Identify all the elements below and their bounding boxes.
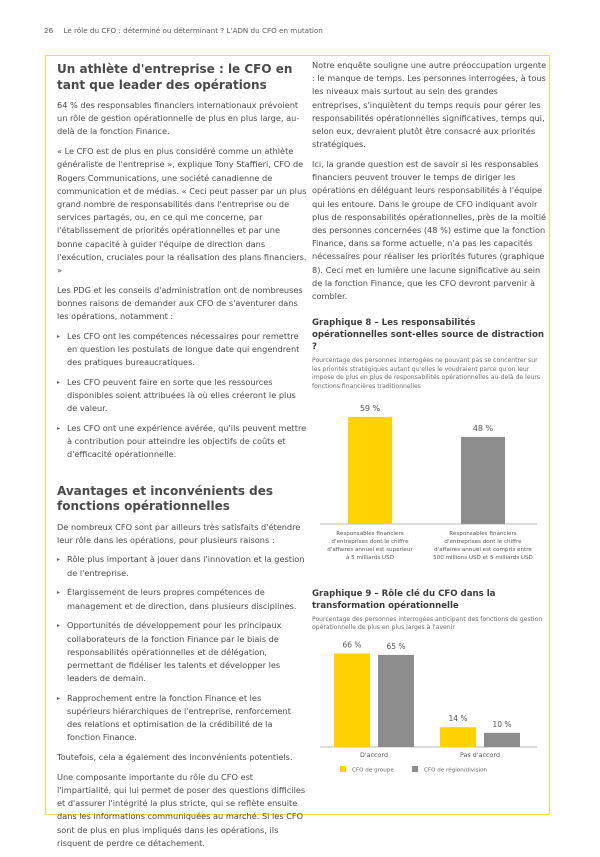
list-item: ▸ Élargissement de leurs propres compétences de management et de direction, dans plusieurs disciplines. bbox=[57, 587, 297, 611]
chart9-title: Graphique 9 – Rôle clé du CFO dans la transformation opérationnelle bbox=[312, 588, 496, 611]
list-item: ▸ Rôle plus important à jouer dans l'innovation et la gestion de l'entreprise. bbox=[57, 554, 305, 578]
chart8-category-label: à 5 milliards USD bbox=[345, 554, 395, 561]
chart8-category-label: Responsables financiers bbox=[449, 530, 517, 537]
chart9-data-label: 65 % bbox=[386, 641, 406, 651]
chart9-data-label: 14 % bbox=[448, 714, 468, 724]
chart8-data-label: 59 % bbox=[359, 403, 381, 413]
paragraph: Ici, la grande question est de savoir si les responsables financiers peuvent trouver le temps de diriger les opérations en déléguant leurs responsabilités à l'équipe qui les entoure. Dans le groupe de CFO indiquant avoir plus de responsabilités opérationnelles, près de la moitié des personnes concernées (48 %) estime que la fonction Finance, dans sa forme actuelle, n'a pas les capacités nécessaires pour réaliser les priorités futures (graphique 8). Ceci met en lumière une lacune significative au sein de la fonction Finance, que les CFO devront parvenir à combler. bbox=[312, 158, 547, 301]
chart8-svg bbox=[312, 396, 548, 576]
bullet-icon: ▸ bbox=[57, 622, 61, 630]
chart8-category-label: d'affaires annuel est compris entre bbox=[434, 546, 532, 553]
chart9-bar bbox=[484, 733, 520, 747]
chart8 bbox=[312, 396, 548, 580]
bullet-icon: ▸ bbox=[57, 556, 61, 564]
bullet-icon: ▸ bbox=[57, 694, 61, 702]
chart9-legend-label: CFO de groupe bbox=[352, 767, 394, 774]
chart9-data-label: 66 % bbox=[342, 640, 362, 650]
paragraph: Une composante importante du rôle du CFO est l'impartialité, qui lui permet de poser des questions difficiles et d'assurer l'intégrité la plus stricte, qui se reflète ensuite dans les informations communiquées au marché. Si les CFO sont de plus en plus impliqués dans les opérations, ils risquent de perdre ce détachement. bbox=[57, 771, 306, 848]
page-number: 26 bbox=[44, 26, 54, 35]
paragraph: Notre enquête souligne une autre préoccupation urgente : le manque de temps. Les personnes interrogées, à tous les niveaux mais surtout au sein des grandes entreprises, s'inquiètent du temps requis pour gérer les responsabilités opérationnelles significatives, temps qui, selon eux, devraient plutôt être consacré aux priorités stratégiques. bbox=[312, 60, 547, 150]
chart8-category-label: d'affaires annuel est supérieur bbox=[327, 546, 413, 553]
paragraph-quote: « Le CFO est de plus en plus considéré comme un athlète généraliste de l'entreprise », explique Tony Staffieri, CFO de Rogers Communications, une société canadienne de communication et de médias. « Ceci peut passer par un plus grand nombre de responsabilités dans l'entreprise ou de services partagés, ou, en ce qui me concerne, par l'établissement de priorités opérationnelles et par une bonne capacité à guider l'équipe de direction dans l'exécution, cruciales pour la réalisation des plans financiers. » bbox=[57, 146, 307, 275]
running-header bbox=[44, 26, 323, 35]
running-title: Le rôle du CFO : déterminé ou déterminant ? L'ADN du CFO en mutation bbox=[63, 26, 323, 35]
chart8-subtitle: Pourcentage des personnes interrogées ne pouvant pas se concentrer sur les priorités stratégiques autant qu'elles le voudraient parce qu'on leur impose de plus en plus de responsabilités opérationnelles au-delà de leurs fonctions financières traditionnelles bbox=[312, 357, 541, 390]
chart9-legend-swatch bbox=[412, 766, 418, 772]
list-item: ▸ Rapprochement entre la fonction Finance et les supérieurs hiérarchiques de l'entreprise, renforcement des relations et optimisation de la crédibilité de la fonction Finance. bbox=[57, 692, 291, 743]
paragraph: 64 % des responsables financiers internationaux prévoient un rôle de gestion opérationnelle de plus en plus large, au-delà de la fonction Finance. bbox=[57, 100, 300, 137]
list-item: ▸ Les CFO peuvent faire en sorte que les ressources disponibles soient attribuées là où elles créeront le plus de valeur. bbox=[57, 376, 296, 414]
list-item: ▸ Opportunités de développement pour les principaux collaborateurs de la fonction Finance par le biais de responsabilités opérationnelles et de délégation, permettant de fidéliser les talents et développer les leaders de demain. bbox=[57, 620, 282, 684]
chart8-category-label: 500 millions USD et 5 milliards USD bbox=[433, 554, 533, 561]
chart9-data-label: 10 % bbox=[492, 719, 512, 729]
chart8-bar bbox=[461, 436, 505, 523]
bullet-icon: ▸ bbox=[57, 378, 61, 386]
bullet-list-reasons bbox=[57, 330, 307, 462]
chart8-category-label: d'entreprises dont le chiffre bbox=[444, 538, 522, 545]
chart8-category-label: Responsables financiers bbox=[336, 530, 404, 537]
chart8-title: Graphique 8 – Les responsabilités opérationnelles sont-elles source de distraction ? bbox=[312, 318, 545, 353]
chart8-category-label: d'entreprises dont le chiffre bbox=[331, 538, 409, 545]
chart9-svg bbox=[312, 637, 548, 802]
chart9-subtitle: Pourcentage des personnes interrogées anticipant des fonctions de gestion opérationnelle de plus en plus larges à l'avenir bbox=[312, 615, 543, 632]
bullet-icon: ▸ bbox=[57, 424, 61, 432]
list-item: ▸ Les CFO ont les compétences nécessaires pour remettre en question les postulats de longue date qui engendrent des pratiques bureaucratiques. bbox=[57, 330, 300, 368]
section-title-pros-cons: Avantages et inconvénients des fonctions opérationnelles bbox=[57, 483, 274, 514]
paragraph: De nombreux CFO sont par ailleurs très satisfaits d'étendre leur rôle dans les opérations, pour plusieurs raisons : bbox=[57, 521, 301, 545]
chart9 bbox=[312, 637, 548, 806]
chart9-category-label: Pas d'accord bbox=[459, 750, 501, 759]
bullet-icon: ▸ bbox=[57, 589, 61, 597]
section-title-athlete: Un athlète d'entreprise : le CFO en tant que leader des opérations bbox=[57, 62, 293, 92]
chart9-bar bbox=[440, 727, 476, 747]
list-item: ▸ Les CFO ont une expérience avérée, qu'ils peuvent mettre à contribution pour atteindre les objectifs de coûts et d'efficacité opérationnelle. bbox=[57, 422, 307, 460]
chart8-bar bbox=[348, 416, 392, 523]
chart9-legend-swatch bbox=[340, 766, 346, 772]
chart9-bar bbox=[334, 653, 370, 747]
paragraph: Toutefois, cela a également des inconvénients potentiels. bbox=[57, 752, 293, 763]
chart9-legend-label: CFO de région/division bbox=[424, 767, 488, 774]
bullet-list-benefits bbox=[57, 553, 307, 744]
chart8-data-label: 48 % bbox=[472, 423, 494, 433]
left-column bbox=[57, 62, 307, 857]
bullet-icon: ▸ bbox=[57, 332, 61, 340]
paragraph: Les PDG et les conseils d'administration ont de nombreuses bonnes raisons de demander aux CFO de s'aventurer dans les opérations, notamment : bbox=[57, 284, 303, 322]
chart9-category-label: D'accord bbox=[359, 750, 389, 759]
right-column bbox=[312, 59, 548, 806]
chart9-bar bbox=[378, 655, 414, 747]
